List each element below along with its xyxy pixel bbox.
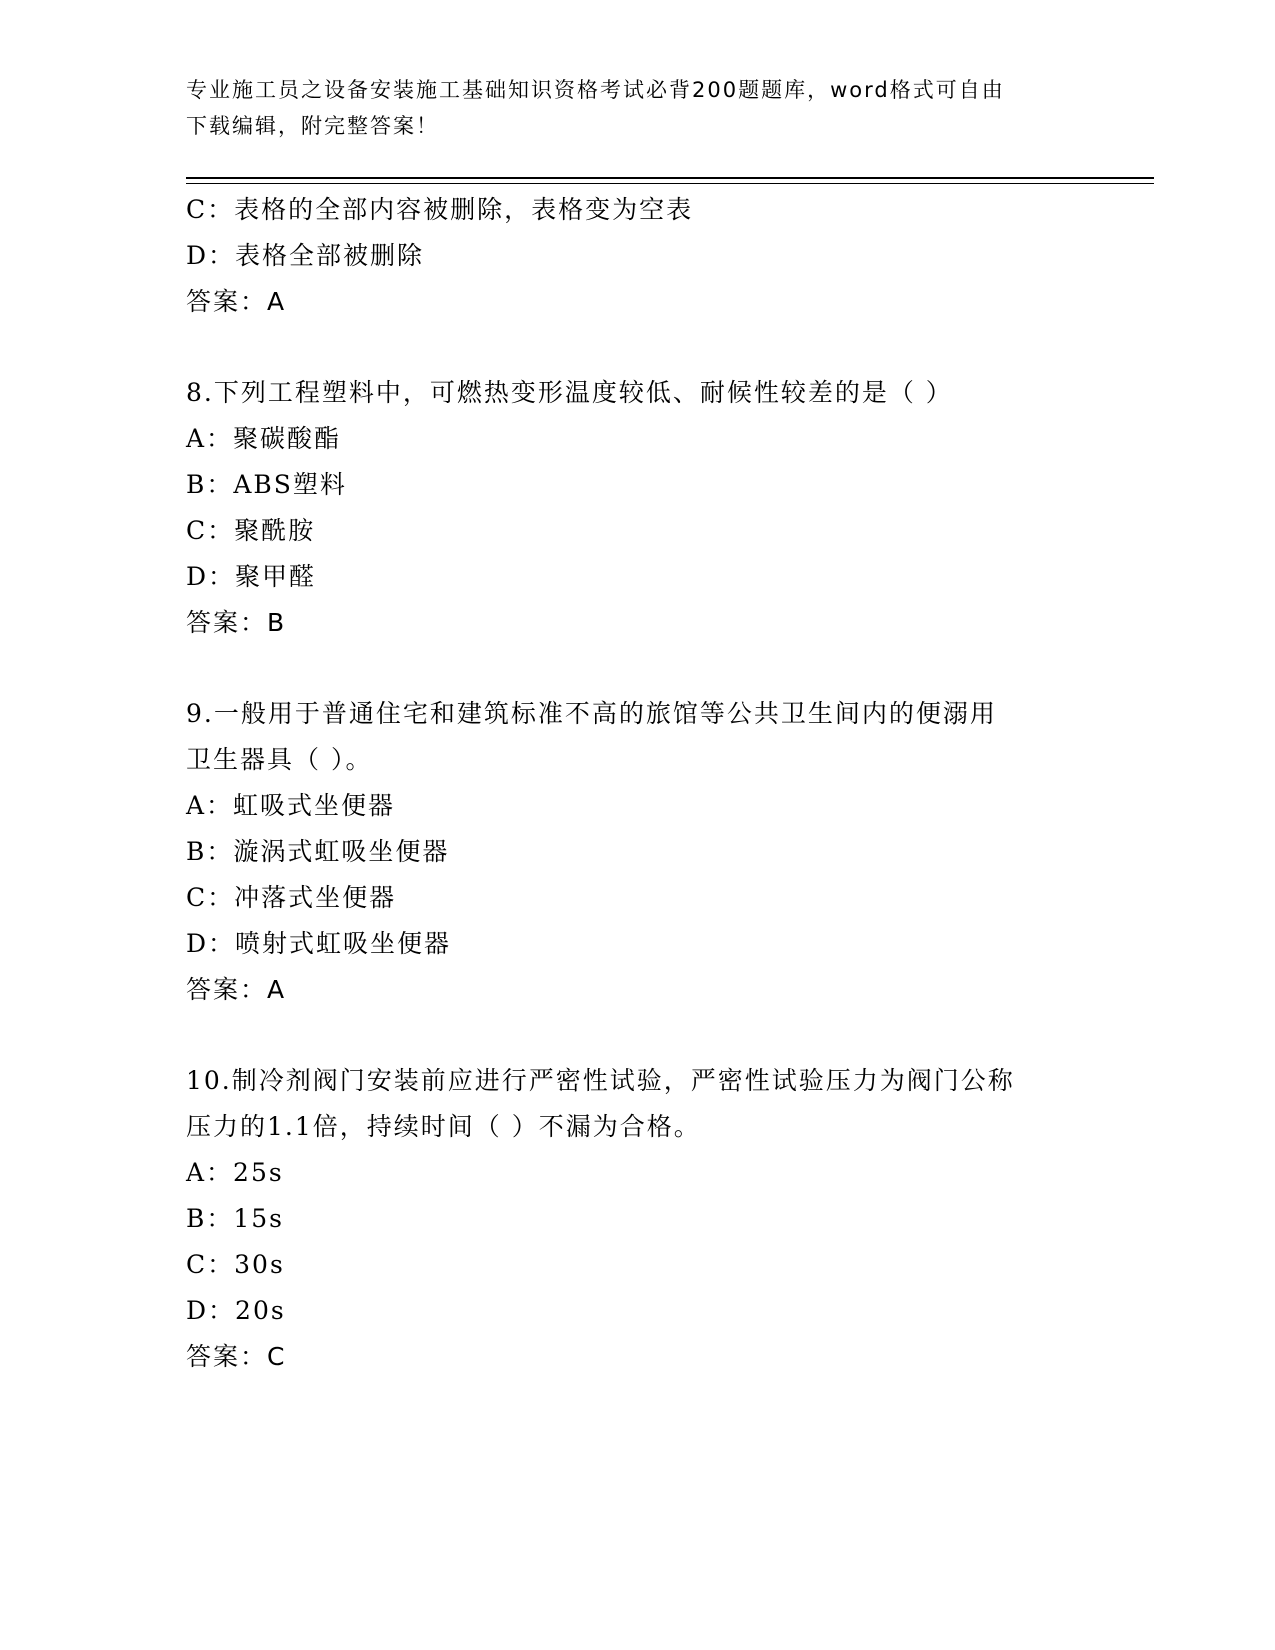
question-10 [186, 1058, 1086, 1380]
option-c: C：30s [186, 1250, 285, 1279]
answer-line: 答案：A [186, 287, 287, 316]
spacer [186, 646, 1086, 691]
option-c: C：聚酰胺 [186, 516, 316, 545]
option-d: D：20s [186, 1296, 286, 1325]
header-divider-thin [186, 183, 1154, 184]
option-d: D：表格全部被删除 [186, 241, 425, 270]
option-a: A：虹吸式坐便器 [186, 791, 396, 820]
option-a: A：25s [186, 1158, 284, 1187]
question-stem: 10.制冷剂阀门安装前应进行严密性试验，严密性试验压力为阀门公称 [186, 1066, 1015, 1095]
answer-line: 答案：A [186, 975, 287, 1004]
header-divider-thick [186, 177, 1154, 179]
spacer [186, 1013, 1086, 1058]
document-header [186, 72, 1066, 144]
answer-line: 答案：B [186, 608, 287, 637]
answer-line: 答案：C [186, 1342, 287, 1371]
question-stem: 9.一般用于普通住宅和建筑标准不高的旅馆等公共卫生间内的便溺用 [186, 699, 997, 728]
header-line-2: 下载编辑，附完整答案！ [186, 114, 439, 138]
option-d: D：喷射式虹吸坐便器 [186, 929, 452, 958]
spacer [186, 325, 1086, 370]
partial-question [186, 187, 1086, 325]
question-stem: 8.下列工程塑料中，可燃热变形温度较低、耐候性较差的是（ ） [186, 378, 953, 407]
option-b: B：15s [186, 1204, 285, 1233]
option-b: B：ABS塑料 [186, 470, 347, 499]
option-c: C：表格的全部内容被删除，表格变为空表 [186, 195, 694, 224]
option-c: C：冲落式坐便器 [186, 883, 397, 912]
question-8 [186, 370, 1086, 646]
question-content [186, 187, 1086, 1380]
question-stem-continued: 压力的1.1倍，持续时间（ ）不漏为合格。 [186, 1112, 701, 1141]
option-b: B：漩涡式虹吸坐便器 [186, 837, 450, 866]
option-d: D：聚甲醛 [186, 562, 317, 591]
question-stem-continued: 卫生器具（ ）。 [186, 745, 373, 774]
question-9 [186, 691, 1086, 1013]
option-a: A：聚碳酸酯 [186, 424, 342, 453]
header-line-1: 专业施工员之设备安装施工基础知识资格考试必背200题题库，word格式可自由 [186, 78, 1005, 102]
